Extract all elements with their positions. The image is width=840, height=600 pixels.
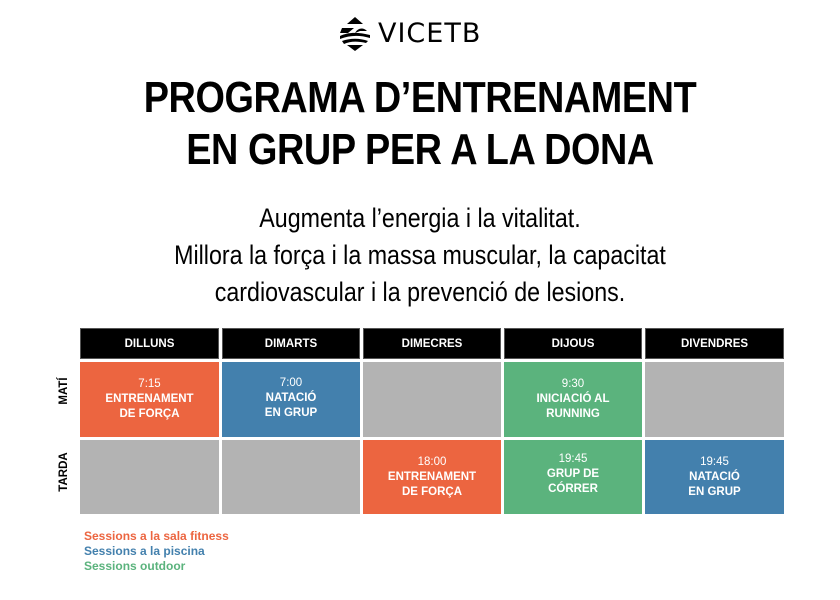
legend: [84, 529, 229, 574]
session-cell: [645, 440, 784, 514]
session-name-line-2: EN GRUP: [264, 407, 318, 419]
session-cell: [363, 440, 501, 514]
session-time: 7:00: [279, 377, 303, 389]
day-header-dimarts: DIMARTS: [222, 328, 360, 359]
session-name-line-1: NATACIÓ: [265, 392, 317, 404]
logo: [338, 16, 481, 52]
session-name-line-1: NATACIÓ: [689, 470, 740, 483]
subtitle-line-2: Millora la força i la massa muscular, la capacitat: [174, 240, 666, 270]
empty-cell: [363, 362, 501, 437]
empty-cell: [222, 440, 360, 514]
subtitle: [59, 200, 781, 311]
session-time: 18:00: [417, 455, 447, 468]
subtitle-line-3: cardiovascular i la prevenció de lesions.: [214, 277, 626, 307]
session-name-line-1: ENTRENAMENT: [387, 470, 477, 483]
day-header-dimecres: DIMECRES: [363, 328, 501, 359]
legend-item-pool: Sessions a la piscina: [84, 544, 205, 558]
session-time: 19:45: [558, 453, 588, 465]
legend-item-outdoor: Sessions outdoor: [84, 559, 186, 573]
subtitle-line-1: Augmenta l’energia i la vitalitat.: [259, 203, 581, 233]
session-cell: [504, 362, 642, 437]
day-header-dilluns: DILLUNS: [80, 328, 219, 359]
session-time: 7:15: [138, 378, 161, 390]
legend-item-fitness: Sessions a la sala fitness: [84, 529, 229, 543]
logo-text: VICETB: [378, 18, 482, 49]
session-name-line-2: DE FORÇA: [401, 485, 463, 498]
session-name-line-1: GRUP DE: [546, 468, 600, 480]
session-cell: [222, 362, 360, 437]
session-name-line-2: EN GRUP: [688, 485, 741, 498]
empty-cell: [80, 440, 219, 514]
session-name-line-2: RUNNING: [546, 408, 600, 420]
page-title: [59, 72, 781, 176]
session-name-line-2: DE FORÇA: [119, 408, 180, 420]
day-header-divendres: DIVENDRES: [645, 328, 784, 359]
row-label-mati: MATÍ: [58, 377, 70, 405]
session-cell: [80, 362, 219, 437]
title-line-1: PROGRAMA D’ENTRENAMENT: [143, 73, 697, 122]
session-name-line-2: CÓRRER: [548, 483, 598, 495]
title-line-2: EN GRUP PER A LA DONA: [186, 125, 654, 174]
empty-cell: [645, 362, 784, 437]
session-name-line-1: INICIACIÓ AL: [536, 393, 610, 405]
session-cell: [504, 440, 642, 514]
session-name-line-1: ENTRENAMENT: [105, 393, 194, 405]
session-time: 19:45: [700, 455, 729, 468]
session-time: 9:30: [561, 378, 585, 390]
day-header-dijous: DIJOUS: [504, 328, 642, 359]
vicetb-logo-icon: [338, 16, 372, 52]
row-label-tarda: TARDA: [58, 452, 70, 492]
